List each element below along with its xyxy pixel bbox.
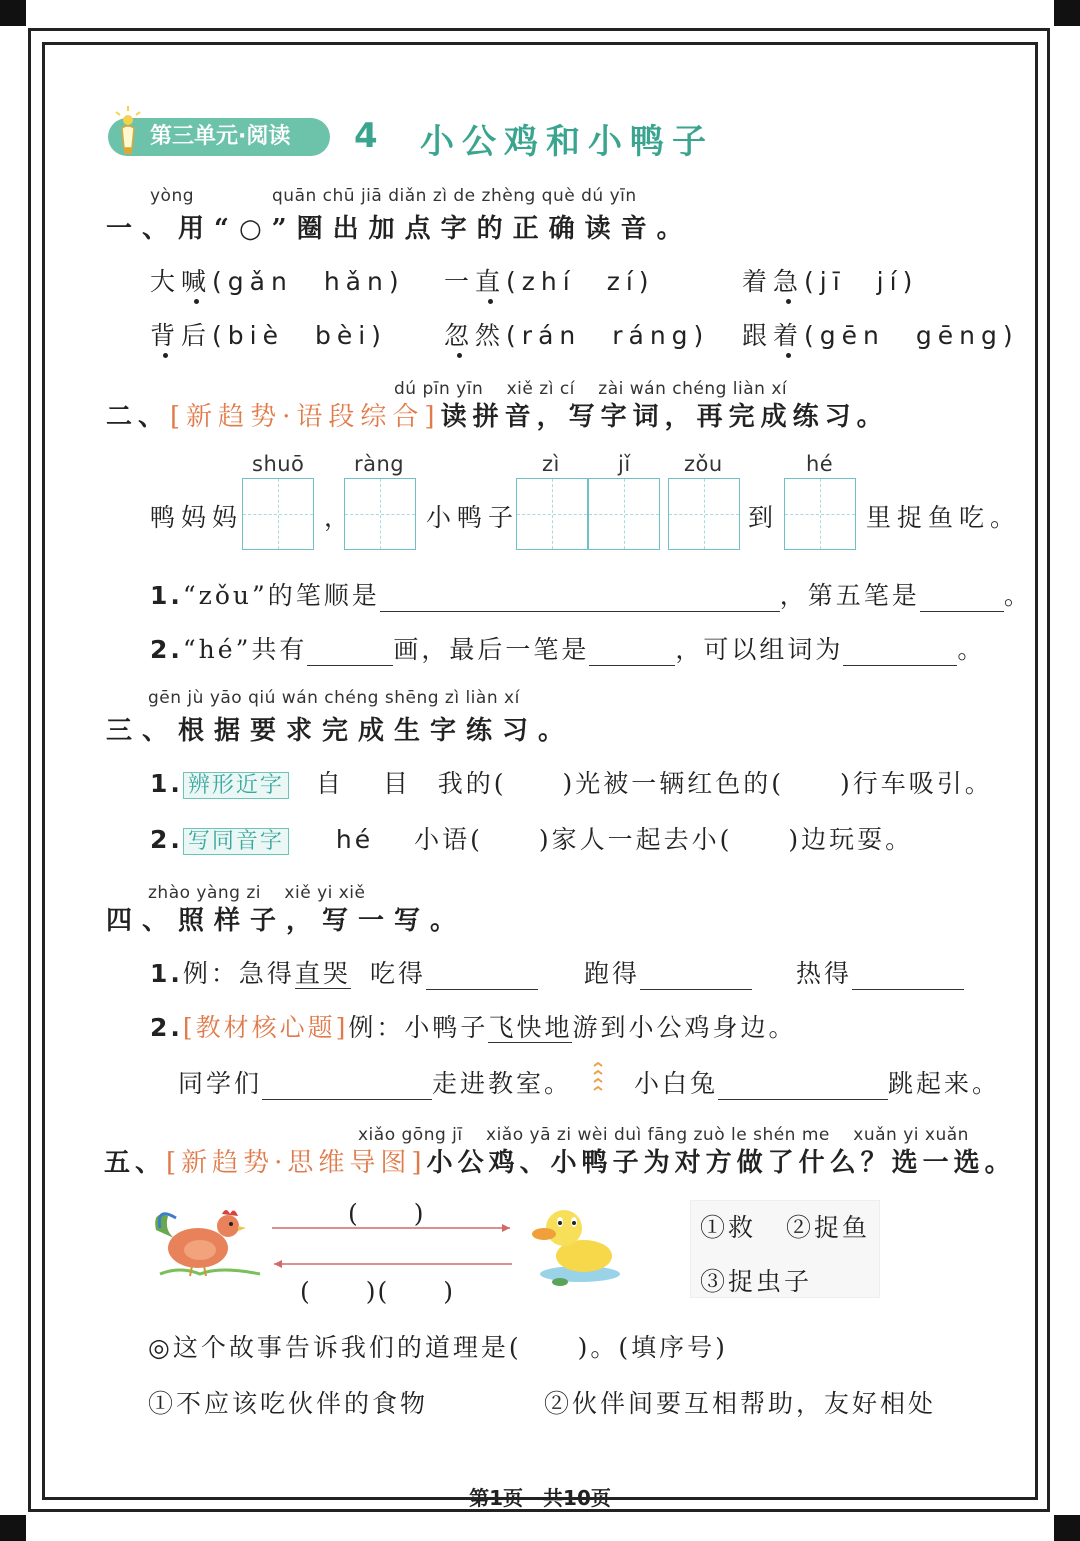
dotted-char: 直	[475, 262, 506, 298]
pinyin-options[interactable]: (biè bèi)	[212, 321, 387, 350]
sentence-part: ，	[324, 503, 356, 532]
section-4-heading: 四、照样子，写一写。	[106, 906, 467, 936]
writing-box[interactable]	[588, 478, 660, 550]
dotted-char: 喊	[181, 262, 212, 298]
fill-sentence: 小白兔 跳起来。	[634, 1069, 1001, 1098]
dotted-char: 急	[773, 262, 804, 298]
answer-blank[interactable]	[262, 1077, 432, 1100]
sentence-part: 里捉鱼吃。	[866, 503, 1022, 532]
reading-item: 一直(zhí zí)	[444, 262, 655, 298]
question-4-2: 2.[教材核心题]例：小鸭子飞快地游到小公鸡身边。	[150, 1013, 797, 1042]
sentence-part: 鸭妈妈	[150, 503, 244, 532]
section-tag: [新趋势·语段综合]	[170, 402, 441, 432]
question-tag: [教材核心题]	[182, 1013, 349, 1042]
fill-item: 吃得	[370, 954, 538, 990]
answer-blank[interactable]	[380, 589, 780, 612]
reading-item: 跟着(gēn gēng)	[742, 316, 1019, 352]
box-pinyin: zǒu	[684, 452, 723, 476]
duckling-icon	[530, 1200, 622, 1290]
pinyin-annotation: gēn jù yāo qiú wán chéng shēng zì liàn xí	[148, 688, 520, 708]
lesson-number: 4	[354, 116, 378, 156]
section-1-heading: 一、用“○”圈出加点字的正确读音。	[106, 214, 693, 244]
writing-box[interactable]	[344, 478, 416, 550]
corner-mark	[1054, 1515, 1080, 1541]
corner-mark	[0, 0, 26, 26]
page-number: 第1页 共10页	[469, 1486, 611, 1510]
reading-item: 背后(biè bèi)	[150, 316, 387, 352]
pinyin-annotation: yòng	[150, 186, 195, 206]
dotted-char: 忽	[444, 316, 475, 352]
answer-choice[interactable]: ①不应该吃伙伴的食物	[148, 1389, 429, 1418]
pinyin-annotation: xiǎo gōng jī xiǎo yā zi wèi duì fāng zuò le shén me xuǎn yi xuǎn	[358, 1125, 969, 1145]
question-2-2: 2.“hé”共有 画，最后一笔是 ，可以组词为 。	[150, 635, 986, 664]
option-item: ③捉虫子	[700, 1267, 813, 1296]
answer-blank[interactable]	[307, 643, 393, 666]
dotted-char: 着	[773, 316, 804, 352]
pinyin-options[interactable]: (rán ráng)	[506, 321, 710, 350]
question-2-1: 1.“zǒu”的笔顺是 ，第五笔是 。	[150, 581, 1032, 610]
pinyin-options[interactable]: (gēn gēng)	[804, 321, 1019, 350]
moral-question: ◎这个故事告诉我们的道理是( )。(填序号)	[148, 1333, 728, 1362]
answer-blank[interactable]	[920, 589, 1004, 612]
fill-sentence: 同学们 走进教室。	[178, 1069, 573, 1098]
writing-box[interactable]	[668, 478, 740, 550]
sentence-part: 到	[748, 503, 780, 532]
pinyin-options[interactable]: (zhí zí)	[506, 267, 655, 296]
fill-item: 跑得	[584, 954, 752, 990]
pinyin-options[interactable]: (jī jí)	[804, 267, 919, 296]
section-2-heading: 二、[新趋势·语段综合]读拼音，写字词，再完成练习。	[106, 402, 889, 432]
answer-choice[interactable]: ②伙伴间要互相帮助，友好相处	[544, 1389, 937, 1418]
separator-icon	[592, 1062, 604, 1092]
section-3-heading: 三、根据要求完成生字练习。	[106, 716, 575, 746]
box-pinyin: zì	[542, 452, 560, 476]
answer-blank[interactable]	[718, 1077, 888, 1100]
reading-item: 着急(jī jí)	[742, 262, 918, 298]
writing-box[interactable]	[516, 478, 588, 550]
question-3-1: 1. 辨形近字 自 目 我的( )光被一辆红色的( )行车吸引。	[150, 769, 993, 798]
fill-item: 热得	[796, 954, 964, 990]
lightbulb-icon	[108, 104, 148, 160]
pinyin-options[interactable]: (gǎn hǎn)	[212, 267, 405, 296]
answer-blank[interactable]	[852, 967, 964, 990]
answer-paren[interactable]: ( )( )	[300, 1277, 456, 1306]
reading-item: 大喊(gǎn hǎn)	[150, 262, 405, 298]
box-pinyin: hé	[806, 452, 834, 476]
dotted-char: 背	[150, 316, 181, 352]
answer-blank[interactable]	[589, 643, 675, 666]
question-4-1: 1.例：急得直哭	[150, 959, 351, 988]
corner-mark	[1054, 0, 1080, 26]
reading-item: 忽然(rán ráng)	[444, 316, 709, 352]
rooster-icon	[150, 1200, 270, 1284]
box-pinyin: jǐ	[618, 452, 631, 476]
box-pinyin: ràng	[354, 452, 405, 476]
option-item: ①救	[700, 1213, 757, 1242]
answer-blank[interactable]	[426, 967, 538, 990]
writing-box[interactable]	[242, 478, 314, 550]
answer-blank[interactable]	[640, 967, 752, 990]
writing-box[interactable]	[784, 478, 856, 550]
sentence-part: 小鸭子	[426, 503, 520, 532]
option-item: ②捉鱼	[786, 1213, 871, 1242]
question-tag: 辨形近字	[183, 772, 289, 799]
pinyin-annotation: zhào yàng zi xiě yi xiě	[148, 883, 366, 903]
question-3-2: 2. 写同音字 hé 小语( )家人一起去小( )边玩耍。	[150, 825, 914, 854]
box-pinyin: shuō	[252, 452, 305, 476]
answer-blank[interactable]	[843, 643, 957, 666]
answer-paren[interactable]: ( )	[348, 1199, 426, 1228]
unit-badge: 第三单元·阅读	[108, 118, 330, 156]
lesson-title: 小公鸡和小鸭子	[420, 122, 714, 162]
pinyin-annotation: dú pīn yīn xiě zì cí zài wán chéng liàn xí	[394, 379, 788, 399]
pinyin-annotation: quān chū jiā diǎn zì de zhèng què dú yīn	[272, 186, 637, 206]
section-5-heading: 五、[新趋势·思维导图]小公鸡、小鸭子为对方做了什么？选一选。	[104, 1148, 1016, 1178]
corner-mark	[0, 1515, 26, 1541]
question-tag: 写同音字	[183, 828, 289, 855]
section-tag: [新趋势·思维导图]	[166, 1148, 427, 1178]
